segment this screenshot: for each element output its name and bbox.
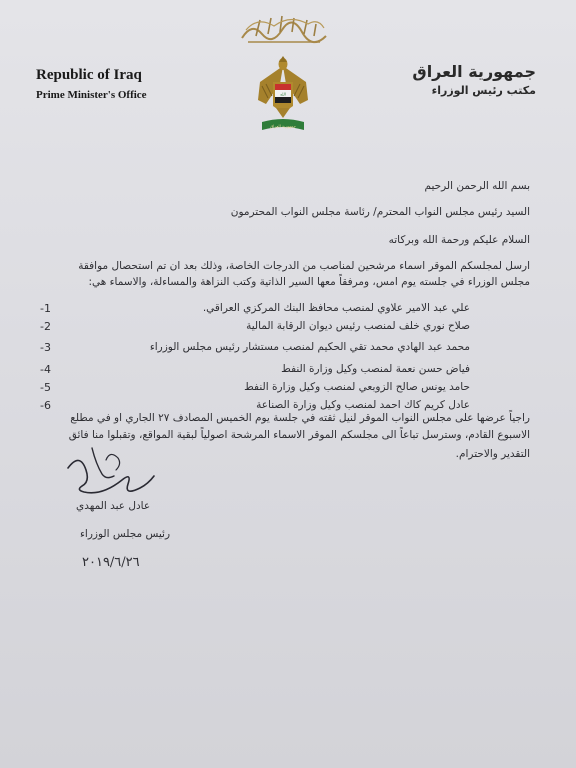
header-arabic	[336, 62, 536, 98]
list-item	[40, 302, 530, 318]
list-item-text: عادل كريم كاك احمد لمنصب وكيل وزارة الصناعة	[256, 399, 470, 411]
list-item-number: -6	[40, 399, 51, 412]
intro-line-2: مجلس الوزراء في جلسته يوم امس، ومرفقاً معها السير الذاتية وكتب النزاهة والمساءلة، والاسماء هي:	[88, 276, 530, 288]
country-name-ar: جمهورية العراق	[412, 62, 536, 81]
office-name-ar: مكتب رئيس الوزراء	[431, 84, 536, 97]
closing-line-1: راجياً عرضها على مجلس النواب الموقر لنيل ثقته في جلسة يوم الخميس المصادف ٢٧ الجاري او في مطلع	[70, 412, 530, 424]
svg-text:جمهورية العراق: جمهورية العراق	[270, 123, 296, 129]
list-item	[40, 381, 530, 397]
list-item-number: -1	[40, 302, 51, 315]
basmala: بسم الله الرحمن الرحيم	[424, 180, 530, 192]
list-item-number: -5	[40, 381, 51, 394]
list-item-number: -4	[40, 363, 51, 376]
letter-body	[40, 180, 530, 430]
list-item-number: -2	[40, 320, 51, 333]
greeting: السلام عليكم ورحمة الله وبركاته	[388, 234, 530, 246]
list-item	[40, 363, 530, 379]
header-english	[36, 66, 236, 102]
closing-line-2: الاسبوع القادم، وسترسل تباعاً الى مجلسكم الموقر الاسماء المرشحة اصولياً لبقية المواقع، وتقبلوا منا فائق	[68, 429, 530, 441]
country-name-en: Republic of Iraq	[36, 67, 142, 83]
closing-line-3: التقدير والاحترام.	[455, 448, 530, 460]
list-item-text: صلاح نوري خلف لمنصب رئيس ديوان الرقابة المالية	[246, 320, 470, 332]
svg-text:الله: الله	[280, 91, 286, 97]
office-name-en: Prime Minister's Office	[36, 89, 147, 101]
list-item-text: حامد يونس صالح الزوبعي لمنصب وكيل وزارة النفط	[244, 381, 470, 393]
addressee: السيد رئيس مجلس النواب المحترم/ رئاسة مجلس النواب المحترمون	[230, 206, 530, 218]
list-item-text: محمد عبد الهادي محمد تقي الحكيم لمنصب مستشار رئيس مجلس الوزراء	[149, 341, 470, 353]
list-item-text: علي عبد الامير علاوي لمنصب محافظ البنك المركزي العراقي.	[202, 302, 470, 314]
signatory-title: رئيس مجلس الوزراء	[80, 528, 171, 540]
intro-line-1: ارسل لمجلسكم الموقر اسماء مرشحين لمناصب من الدرجات الخاصة، وذلك بعد ان تم استحصال موافقة	[78, 260, 530, 272]
list-item	[40, 341, 530, 357]
list-item	[40, 320, 530, 336]
list-item-number: -3	[40, 341, 51, 354]
signatory-name: عادل عبد المهدي	[76, 500, 151, 512]
calligraphy-seal	[238, 12, 330, 46]
list-item-text: فياض حسن نعمة لمنصب وكيل وزارة النفط	[281, 363, 470, 375]
signature-date: ٢٠١٩/٦/٢٦	[82, 555, 140, 570]
eagle-emblem-icon	[254, 52, 312, 138]
